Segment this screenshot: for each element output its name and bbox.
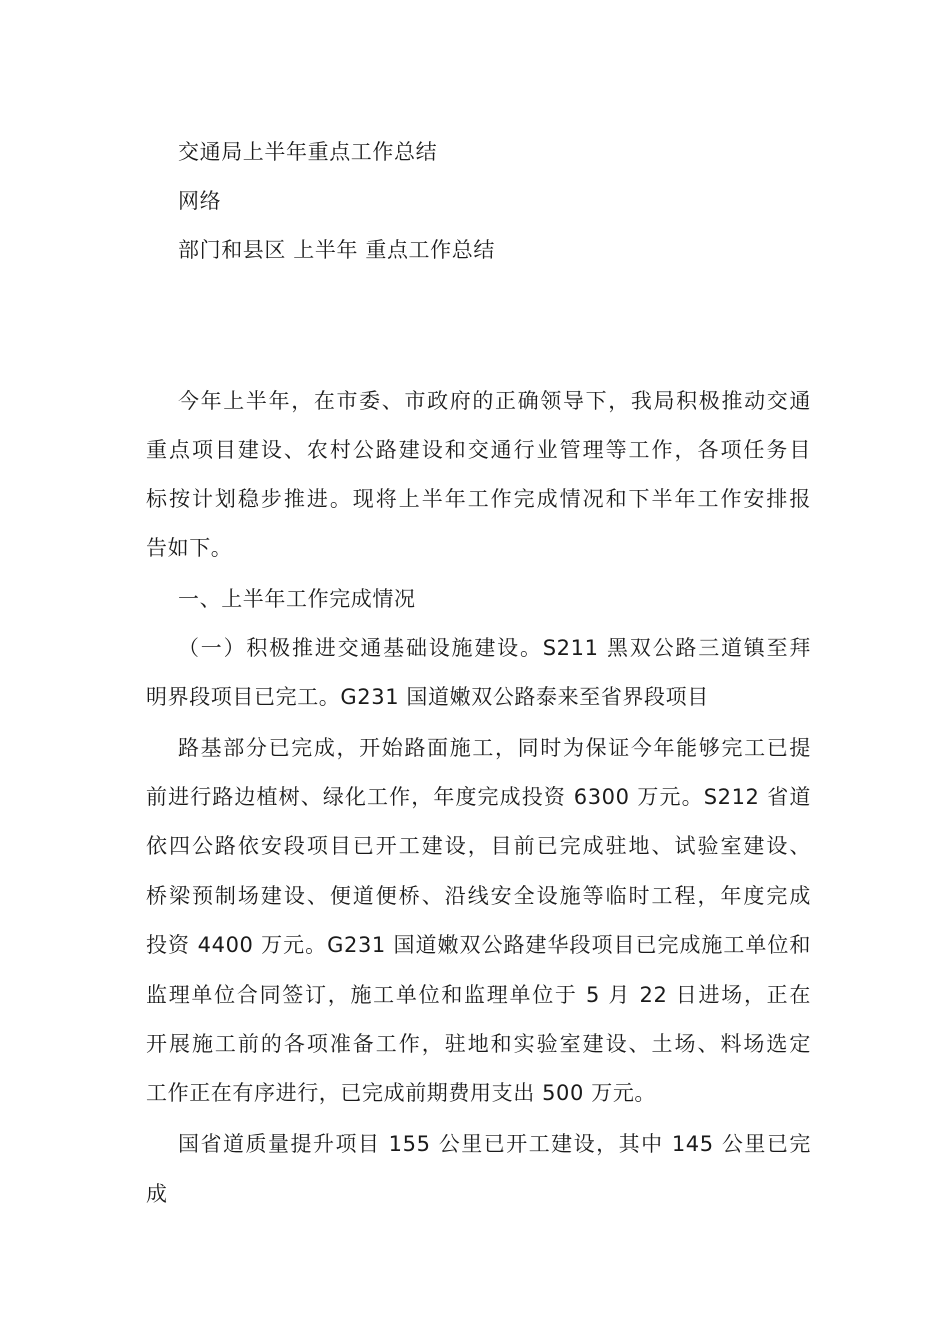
paragraph-line: 前进行路边植树、绿化工作，年度完成投资 6300 万元。S212 省道	[146, 785, 811, 809]
document-source: 网络	[178, 189, 222, 213]
section-heading: 一、上半年工作完成情况	[178, 587, 416, 611]
paragraph-line: （一）积极推进交通基础设施建设。S211 黑双公路三道镇至拜	[178, 636, 811, 660]
paragraph-line: 路基部分已完成，开始路面施工，同时为保证今年能够完工已提	[178, 736, 811, 760]
paragraph-line: 投资 4400 万元。G231 国道嫩双公路建华段项目已完成施工单位和	[146, 933, 811, 957]
paragraph-line: 告如下。	[146, 536, 233, 560]
paragraph-line: 重点项目建设、农村公路建设和交通行业管理等工作，各项任务目	[146, 438, 811, 462]
paragraph-line: 标按计划稳步推进。现将上半年工作完成情况和下半年工作安排报	[146, 487, 811, 511]
paragraph-line: 开展施工前的各项准备工作，驻地和实验室建设、土场、料场选定	[146, 1032, 811, 1056]
paragraph-line: 工作正在有序进行，已完成前期费用支出 500 万元。	[146, 1081, 657, 1105]
paragraph-line: 监理单位合同签订，施工单位和监理单位于 5 月 22 日进场，正在	[146, 983, 811, 1007]
paragraph-line: 国省道质量提升项目 155 公里已开工建设，其中 145 公里已完	[178, 1132, 811, 1156]
paragraph-line: 成	[146, 1182, 168, 1206]
paragraph-line: 依四公路依安段项目已开工建设，目前已完成驻地、试验室建设、	[146, 834, 811, 858]
paragraph-line: 明界段项目已完工。G231 国道嫩双公路泰来至省界段项目	[146, 685, 709, 709]
document-subtitle: 部门和县区 上半年 重点工作总结	[178, 238, 495, 262]
document-title: 交通局上半年重点工作总结	[178, 140, 438, 164]
paragraph-line: 桥梁预制场建设、便道便桥、沿线安全设施等临时工程，年度完成	[146, 884, 811, 908]
paragraph-line: 今年上半年，在市委、市政府的正确领导下，我局积极推动交通	[178, 389, 811, 413]
